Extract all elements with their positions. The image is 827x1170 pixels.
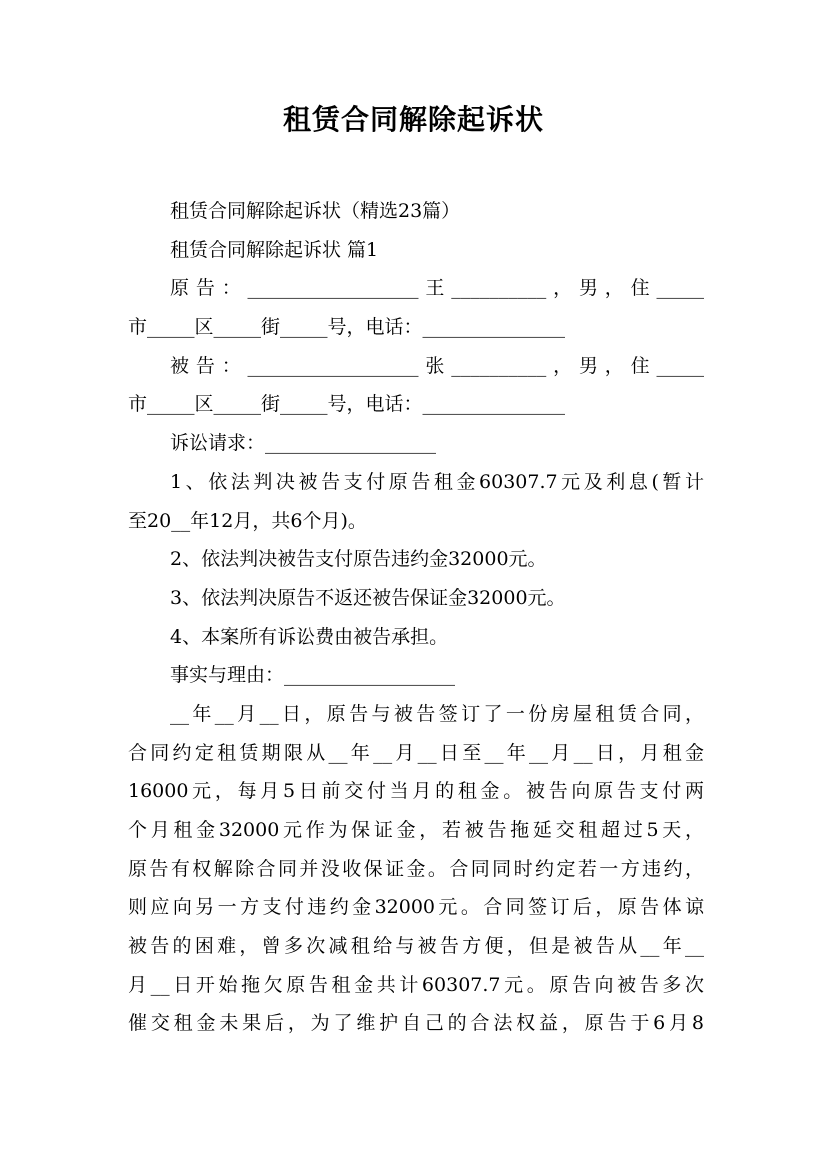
document-body [128,192,704,1043]
body-line: 租赁合同解除起诉状（精选23篇） [170,200,461,222]
body-line: 原告有权解除合同并没收保证金。合同同时约定若一方违约， [128,857,704,880]
body-line: __年__月__日，原告与被告签订了一份房屋租赁合同， [170,702,704,725]
body-line: 月__日开始拖欠原告租金共计60307.7元。原告向被告多次 [128,973,704,996]
body-line: 则应向另一方支付违约金32000元。合同签订后，原告体谅 [128,896,704,919]
body-line: 事实与理由：__________________ [170,664,456,687]
body-line: 租赁合同解除起诉状 篇1 [170,238,379,261]
body-line: 原告：__________________王__________，男，住_____ [170,277,704,300]
document-title: 租赁合同解除起诉状 [282,103,544,136]
body-line: 3、依法判决原告不返还被告保证金32000元。 [170,586,566,609]
body-line: 个月租金32000元作为保证金，若被告拖延交租超过5天， [128,819,704,841]
body-line: 市_____区_____街_____号，电话：_______________ [128,393,566,416]
body-line: 1、依法判决被告支付原告租金60307.7元及利息(暂计 [170,470,704,493]
body-line: 2、依法判决被告支付原告违约金32000元。 [170,548,547,571]
body-line: 诉讼请求：__________________ [170,432,437,455]
body-line: 市_____区_____街_____号，电话：_______________ [128,316,566,339]
body-line: 4、本案所有诉讼费由被告承担。 [170,625,449,648]
body-line: 被告的困难，曾多次减租给与被告方便，但是被告从__年__ [128,935,704,958]
body-line: 至20__年12月，共6个月)。 [128,509,367,532]
body-line: 16000元，每月5日前交付当月的租金。被告向原告支付两 [128,780,704,803]
body-line: 被告：__________________张__________，男，住_____ [170,354,704,377]
body-line: 合同约定租赁期限从__年__月__日至__年__月__日，月租金 [128,741,704,764]
body-line: 催交租金未果后，为了维护自己的合法权益，原告于6月8 [128,1012,704,1035]
